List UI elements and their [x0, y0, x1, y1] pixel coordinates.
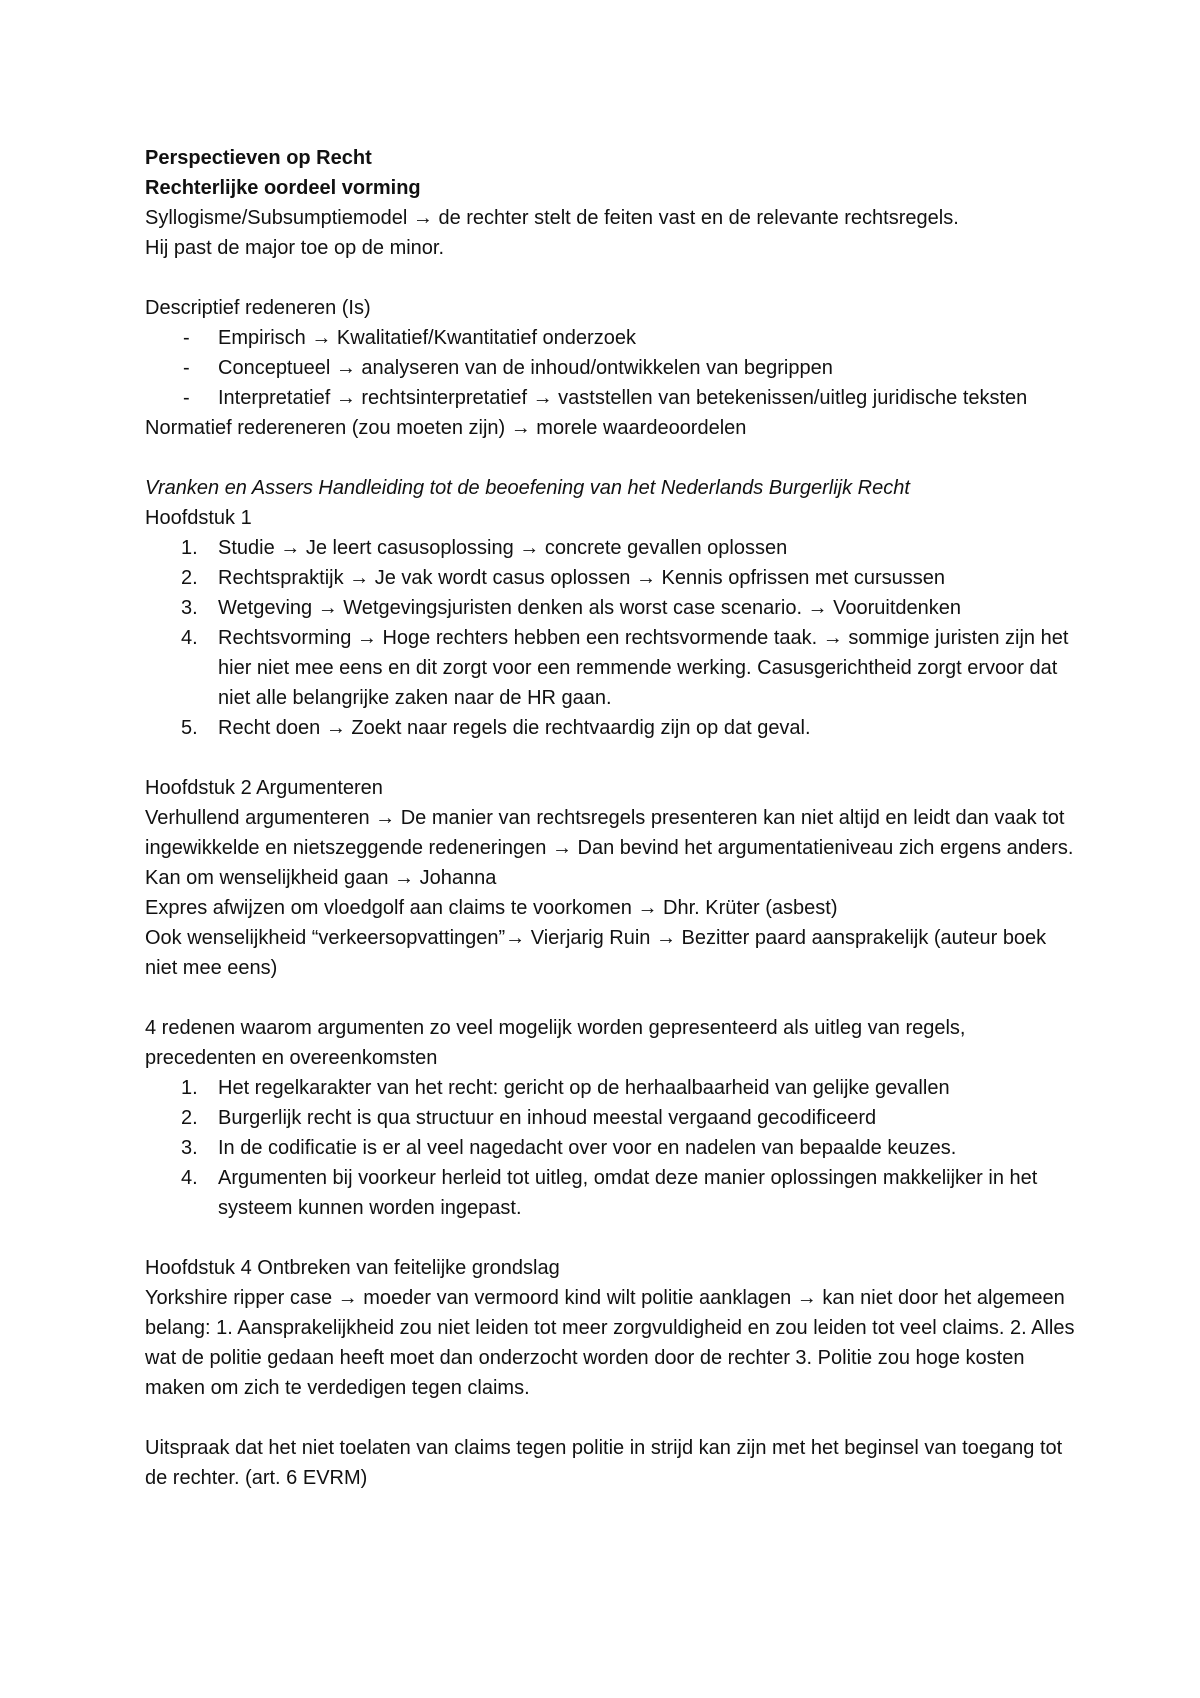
chapter2-line-kruter: Expres afwijzen om vloedgolf aan claims te voorkomen → Dhr. Krüter (asbest) [145, 897, 838, 919]
document-title: Perspectieven op Recht [145, 147, 372, 169]
chapter1-list [145, 533, 1075, 743]
normatief-line: Normatief redereneren (zou moeten zijn) → morele waardeoordelen [145, 417, 747, 439]
list-number: 3. [181, 1137, 198, 1159]
list-item-text: Recht doen → Zoekt naar regels die rechtvaardig zijn op dat geval. [218, 717, 811, 739]
chapter4-heading: Hoofdstuk 4 Ontbreken van feitelijke grondslag [145, 1257, 560, 1279]
spacer [145, 263, 1075, 293]
list-number: 3. [181, 597, 198, 619]
conclusion-paragraph: Uitspraak dat het niet toelaten van claims tegen politie in strijd kan zijn met het beginsel van toegang tot de rechter. (art. 6 EVRM) [145, 1437, 1063, 1489]
list-number: 2. [181, 567, 198, 589]
list-item [145, 563, 1075, 593]
list-item-text: In de codificatie is er al veel nagedacht over voor en nadelen van bepaalde keuzes. [218, 1137, 957, 1159]
spacer [145, 1403, 1075, 1433]
list-item [145, 533, 1075, 563]
list-item [145, 593, 1075, 623]
list-marker: - [183, 387, 190, 409]
list-number: 5. [181, 717, 198, 739]
chapter2-line-verkeer: Ook wenselijkheid “verkeersopvattingen”→ Vierjarig Ruin → Bezitter paard aansprakelijk (auteur boek niet mee eens) [145, 927, 1047, 979]
spacer [145, 743, 1075, 773]
list-marker: - [183, 327, 190, 349]
list-item [145, 353, 1075, 383]
reasons-list [145, 1073, 1075, 1223]
list-marker: - [183, 357, 190, 379]
descriptief-list [145, 323, 1075, 413]
list-item [145, 1073, 1075, 1103]
list-item-text: Rechtspraktijk → Je vak wordt casus oplossen → Kennis opfrissen met cursussen [218, 567, 945, 589]
document-page [145, 143, 1075, 1493]
list-item [145, 323, 1075, 353]
list-number: 1. [181, 537, 198, 559]
syllogism-line-2: Hij past de major toe op de minor. [145, 237, 445, 259]
reasons-heading: 4 redenen waarom argumenten zo veel mogelijk worden gepresenteerd als uitleg van regels, precedenten en overeenkomsten [145, 1017, 966, 1069]
list-item-text: Het regelkarakter van het recht: gericht op de herhaalbaarheid van gelijke gevallen [218, 1077, 950, 1099]
list-item-text: Argumenten bij voorkeur herleid tot uitleg, omdat deze manier oplossingen makkelijker in het systeem kunnen worden ingepast. [218, 1167, 1038, 1219]
chapter2-line-johanna: Kan om wenselijkheid gaan → Johanna [145, 867, 497, 889]
chapter1-heading: Hoofdstuk 1 [145, 507, 252, 529]
list-item-text: Interpretatief → rechtsinterpretatief → vaststellen van betekenissen/uitleg juridische teksten [218, 387, 1028, 409]
list-number: 2. [181, 1107, 198, 1129]
list-item [145, 1163, 1075, 1223]
document-subtitle: Rechterlijke oordeel vorming [145, 177, 421, 199]
list-number: 1. [181, 1077, 198, 1099]
list-item [145, 1133, 1075, 1163]
list-item-text: Rechtsvorming → Hoge rechters hebben een rechtsvormende taak. → sommige juristen zijn het hier niet mee eens en dit zorgt voor een remmende werking. Casusgerichtheid zorgt ervoor dat niet alle belangrijke zaken naar de HR gaan. [218, 627, 1069, 709]
chapter2-paragraph: Verhullend argumenteren → De manier van rechtsregels presenteren kan niet altijd en leidt dan vaak tot ingewikkelde en nietszeggende redeneringen → Dan bevind het argumentatieniveau zich ergens anders. [145, 807, 1074, 859]
book-title: Vranken en Assers Handleiding tot de beoefening van het Nederlands Burgerlijk Recht [145, 477, 910, 499]
spacer [145, 443, 1075, 473]
syllogism-line-1: Syllogisme/Subsumptiemodel → de rechter stelt de feiten vast en de relevante rechtsregels. [145, 207, 959, 229]
list-item-text: Wetgeving → Wetgevingsjuristen denken als worst case scenario. → Vooruitdenken [218, 597, 961, 619]
spacer [145, 983, 1075, 1013]
spacer [145, 1223, 1075, 1253]
descriptief-heading: Descriptief redeneren (Is) [145, 297, 371, 319]
chapter4-paragraph: Yorkshire ripper case → moeder van vermoord kind wilt politie aanklagen → kan niet door het algemeen belang: 1. Aansprakelijkheid zou niet leiden tot meer zorgvuldigheid en zou leiden tot veel claims. 2. Alles wat de politie gedaan heeft moet dan onderzocht worden door de rechter 3. Politie zou hoge kosten maken om zich te verdedigen tegen claims. [145, 1287, 1075, 1399]
chapter2-heading: Hoofdstuk 2 Argumenteren [145, 777, 383, 799]
list-number: 4. [181, 627, 198, 649]
list-item [145, 713, 1075, 743]
list-item-text: Conceptueel → analyseren van de inhoud/ontwikkelen van begrippen [218, 357, 833, 379]
list-number: 4. [181, 1167, 198, 1189]
list-item-text: Empirisch → Kwalitatief/Kwantitatief onderzoek [218, 327, 636, 349]
list-item-text: Studie → Je leert casusoplossing → concrete gevallen oplossen [218, 537, 788, 559]
list-item [145, 1103, 1075, 1133]
list-item-text: Burgerlijk recht is qua structuur en inhoud meestal vergaand gecodificeerd [218, 1107, 877, 1129]
list-item [145, 623, 1075, 713]
list-item [145, 383, 1075, 413]
